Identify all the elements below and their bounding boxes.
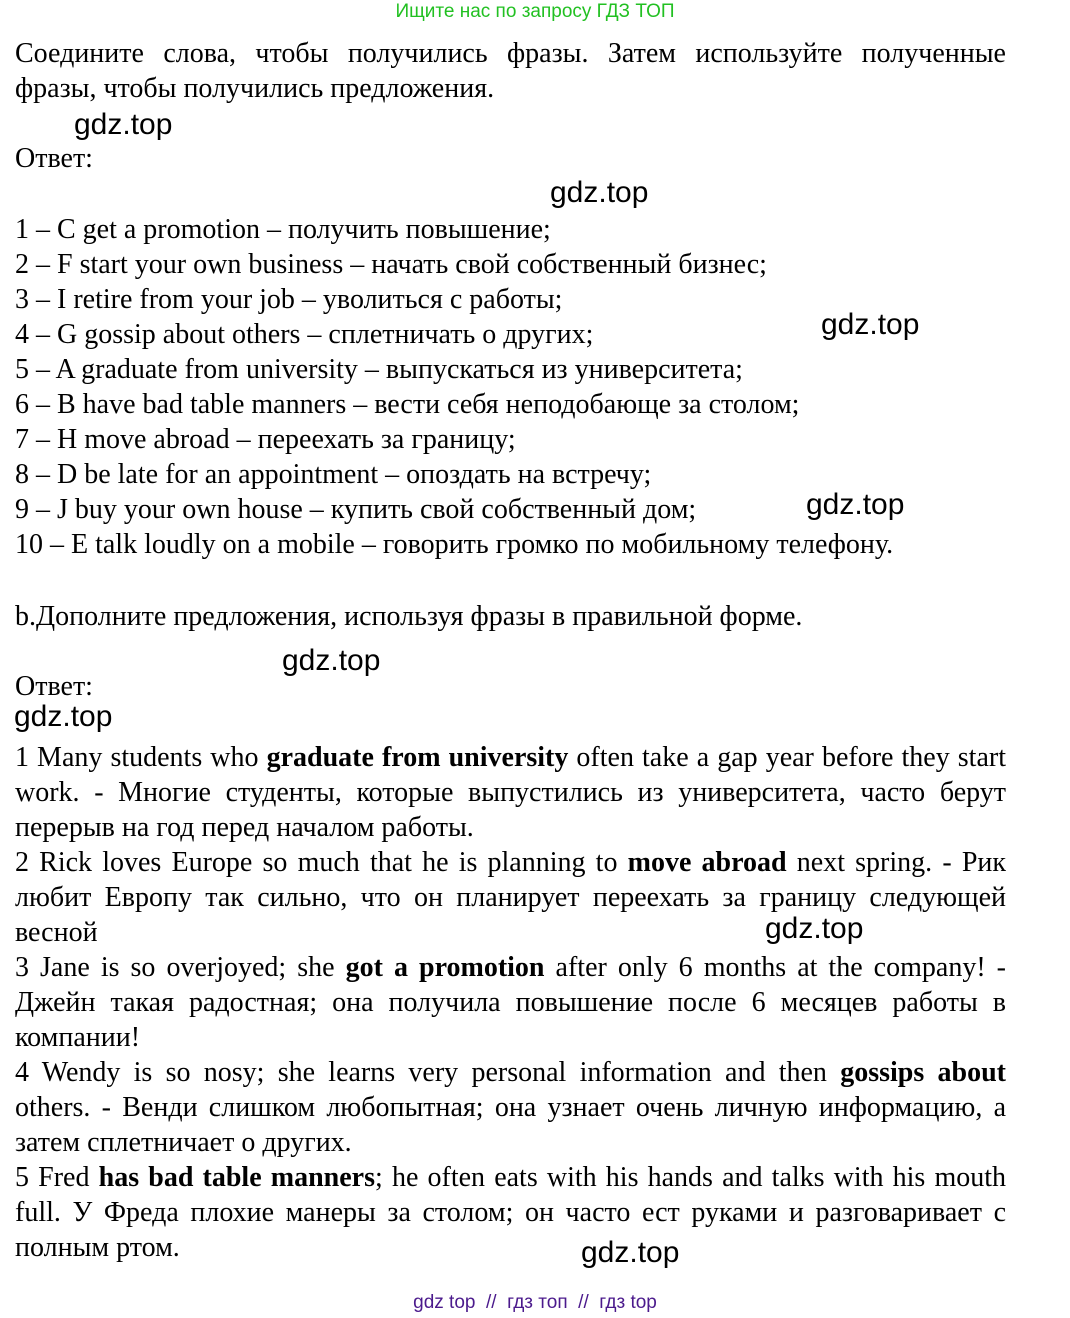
answer-label-a: Ответ:: [15, 143, 93, 174]
watermark: gdz.top: [821, 308, 920, 341]
watermark: gdz.top: [14, 700, 113, 733]
watermark: gdz.top: [282, 644, 381, 677]
sentence-phrase: has bad table manners: [98, 1162, 376, 1193]
sentence-text: 5 Fred: [15, 1162, 99, 1193]
sentence-phrase: gossips about: [840, 1057, 1006, 1088]
sentence-text: 3 Jane is so overjoyed; she: [15, 952, 346, 983]
list-item: 5 – A graduate from university – выпускаться из университета;: [15, 354, 743, 385]
sentence-text: next spring. - Рик любит Европу так сильно, что он планирует переехать за границу следующей весной: [15, 847, 1006, 948]
task-a-instructions: Соедините слова, чтобы получились фразы. Затем используйте полученные фразы, чтобы получились предложения.: [15, 38, 1006, 104]
list-item: 10 – E talk loudly on a mobile – говорить громко по мобильному телефону.: [15, 529, 894, 560]
list-item: 6 – B have bad table manners – вести себя неподобающе за столом;: [15, 389, 800, 420]
list-item: 4 – G gossip about others – сплетничать о других;: [15, 319, 594, 350]
list-item: 3 – I retire from your job – уволиться с работы;: [15, 284, 563, 315]
list-item: 8 – D be late for an appointment – опоздать на встречу;: [15, 459, 652, 490]
watermark: gdz.top: [765, 912, 864, 945]
sentence-text: ; he often eats with his hands and talks with his mouth full. У Фреда плохие манеры за столом; он часто ест руками и разговаривает с полным ртом.: [15, 1162, 1007, 1263]
watermark: gdz.top: [806, 488, 905, 521]
sentence-text: others. - Венди слишком любопытная; она узнает очень личную информацию, а затем сплетничает о других.: [15, 1092, 1006, 1158]
sentence-text: often take a gap year before they start work. - Многие студенты, которые выпустились из университета, часто берут перерыв на год перед началом работы.: [15, 742, 1006, 843]
watermark: gdz.top: [581, 1236, 680, 1269]
sentence-phrase: graduate from university: [266, 742, 569, 773]
sentence-item: [15, 1160, 1006, 1265]
answer-label-b: Ответ:: [15, 671, 93, 702]
sentence-text: after only 6 months at the company! - Джейн такая радостная; она получила повышение после 6 месяцев работы в компании!: [15, 952, 1006, 1053]
search-banner: Ищите нас по запросу ГДЗ ТОП: [395, 1, 675, 22]
list-item: 9 – J buy your own house – купить свой собственный дом;: [15, 494, 697, 525]
task-b-instructions: b.Дополните предложения, используя фразы в правильной форме.: [15, 601, 803, 632]
list-item: 7 – H move abroad – переехать за границу;: [15, 424, 516, 455]
footer-links: gdz top // гдз топ // гдз top: [413, 1292, 657, 1313]
sentence-text: 4 Wendy is so nosy; she learns very personal information and then: [15, 1057, 841, 1088]
sentence-item: [15, 1055, 1006, 1160]
sentence-text: 2 Rick loves Europe so much that he is planning to: [15, 847, 628, 878]
sentence-item: [15, 740, 1006, 845]
list-item: 1 – C get a promotion – получить повышение;: [15, 214, 551, 245]
watermark: gdz.top: [550, 176, 649, 209]
watermark: gdz.top: [74, 108, 173, 141]
list-item: 2 – F start your own business – начать свой собственный бизнес;: [15, 249, 767, 280]
answers-b-list: [15, 740, 1006, 1265]
sentence-text: 1 Many students who: [15, 742, 267, 773]
sentence-phrase: got a promotion: [345, 952, 545, 983]
sentence-phrase: move abroad: [627, 847, 787, 878]
sentence-item: [15, 950, 1006, 1055]
